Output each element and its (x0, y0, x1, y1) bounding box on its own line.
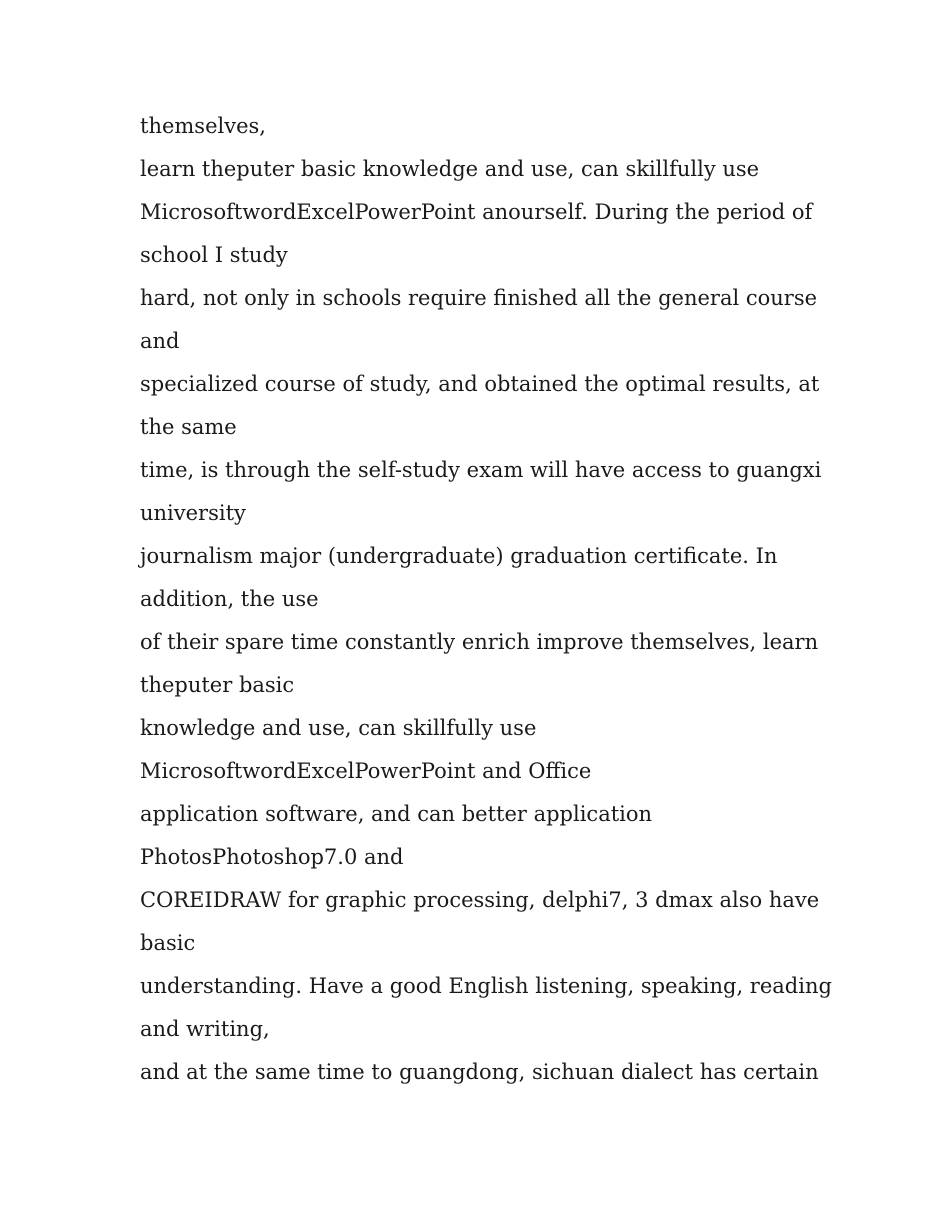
text-line: basic (140, 931, 196, 955)
text-line: time, is through the self-study exam will have access to guangxi (140, 458, 822, 482)
document-body (140, 105, 840, 1094)
text-line: specialized course of study, and obtained the optimal results, at (140, 372, 820, 396)
text-line: and at the same time to guangdong, sichuan dialect has certain (140, 1060, 819, 1084)
text-line: and (140, 329, 180, 353)
text-line: knowledge and use, can skillfully use (140, 716, 537, 740)
text-line: university (140, 501, 246, 525)
text-line: application software, and can better application (140, 802, 653, 826)
text-line: MicrosoftwordExcelPowerPoint and Office (140, 759, 592, 783)
text-line: addition, the use (140, 587, 319, 611)
text-line: of their spare time constantly enrich improve themselves, learn (140, 630, 819, 654)
text-line: hard, not only in schools require finished all the general course (140, 286, 818, 310)
text-line: learn theputer basic knowledge and use, can skillfully use (140, 157, 760, 181)
text-line: the same (140, 415, 237, 439)
text-line: MicrosoftwordExcelPowerPoint anourself. During the period of (140, 200, 813, 224)
text-line: and writing, (140, 1017, 270, 1041)
text-line: school I study (140, 243, 288, 267)
text-line: PhotosPhotoshop7.0 and (140, 845, 404, 869)
text-line: journalism major (undergraduate) graduation certificate. In (140, 544, 778, 568)
text-line: understanding. Have a good English listening, speaking, reading (140, 974, 832, 998)
text-line: COREIDRAW for graphic processing, delphi7, 3 dmax also have (140, 888, 820, 912)
text-line: theputer basic (140, 673, 295, 697)
text-line: themselves, (140, 114, 266, 138)
